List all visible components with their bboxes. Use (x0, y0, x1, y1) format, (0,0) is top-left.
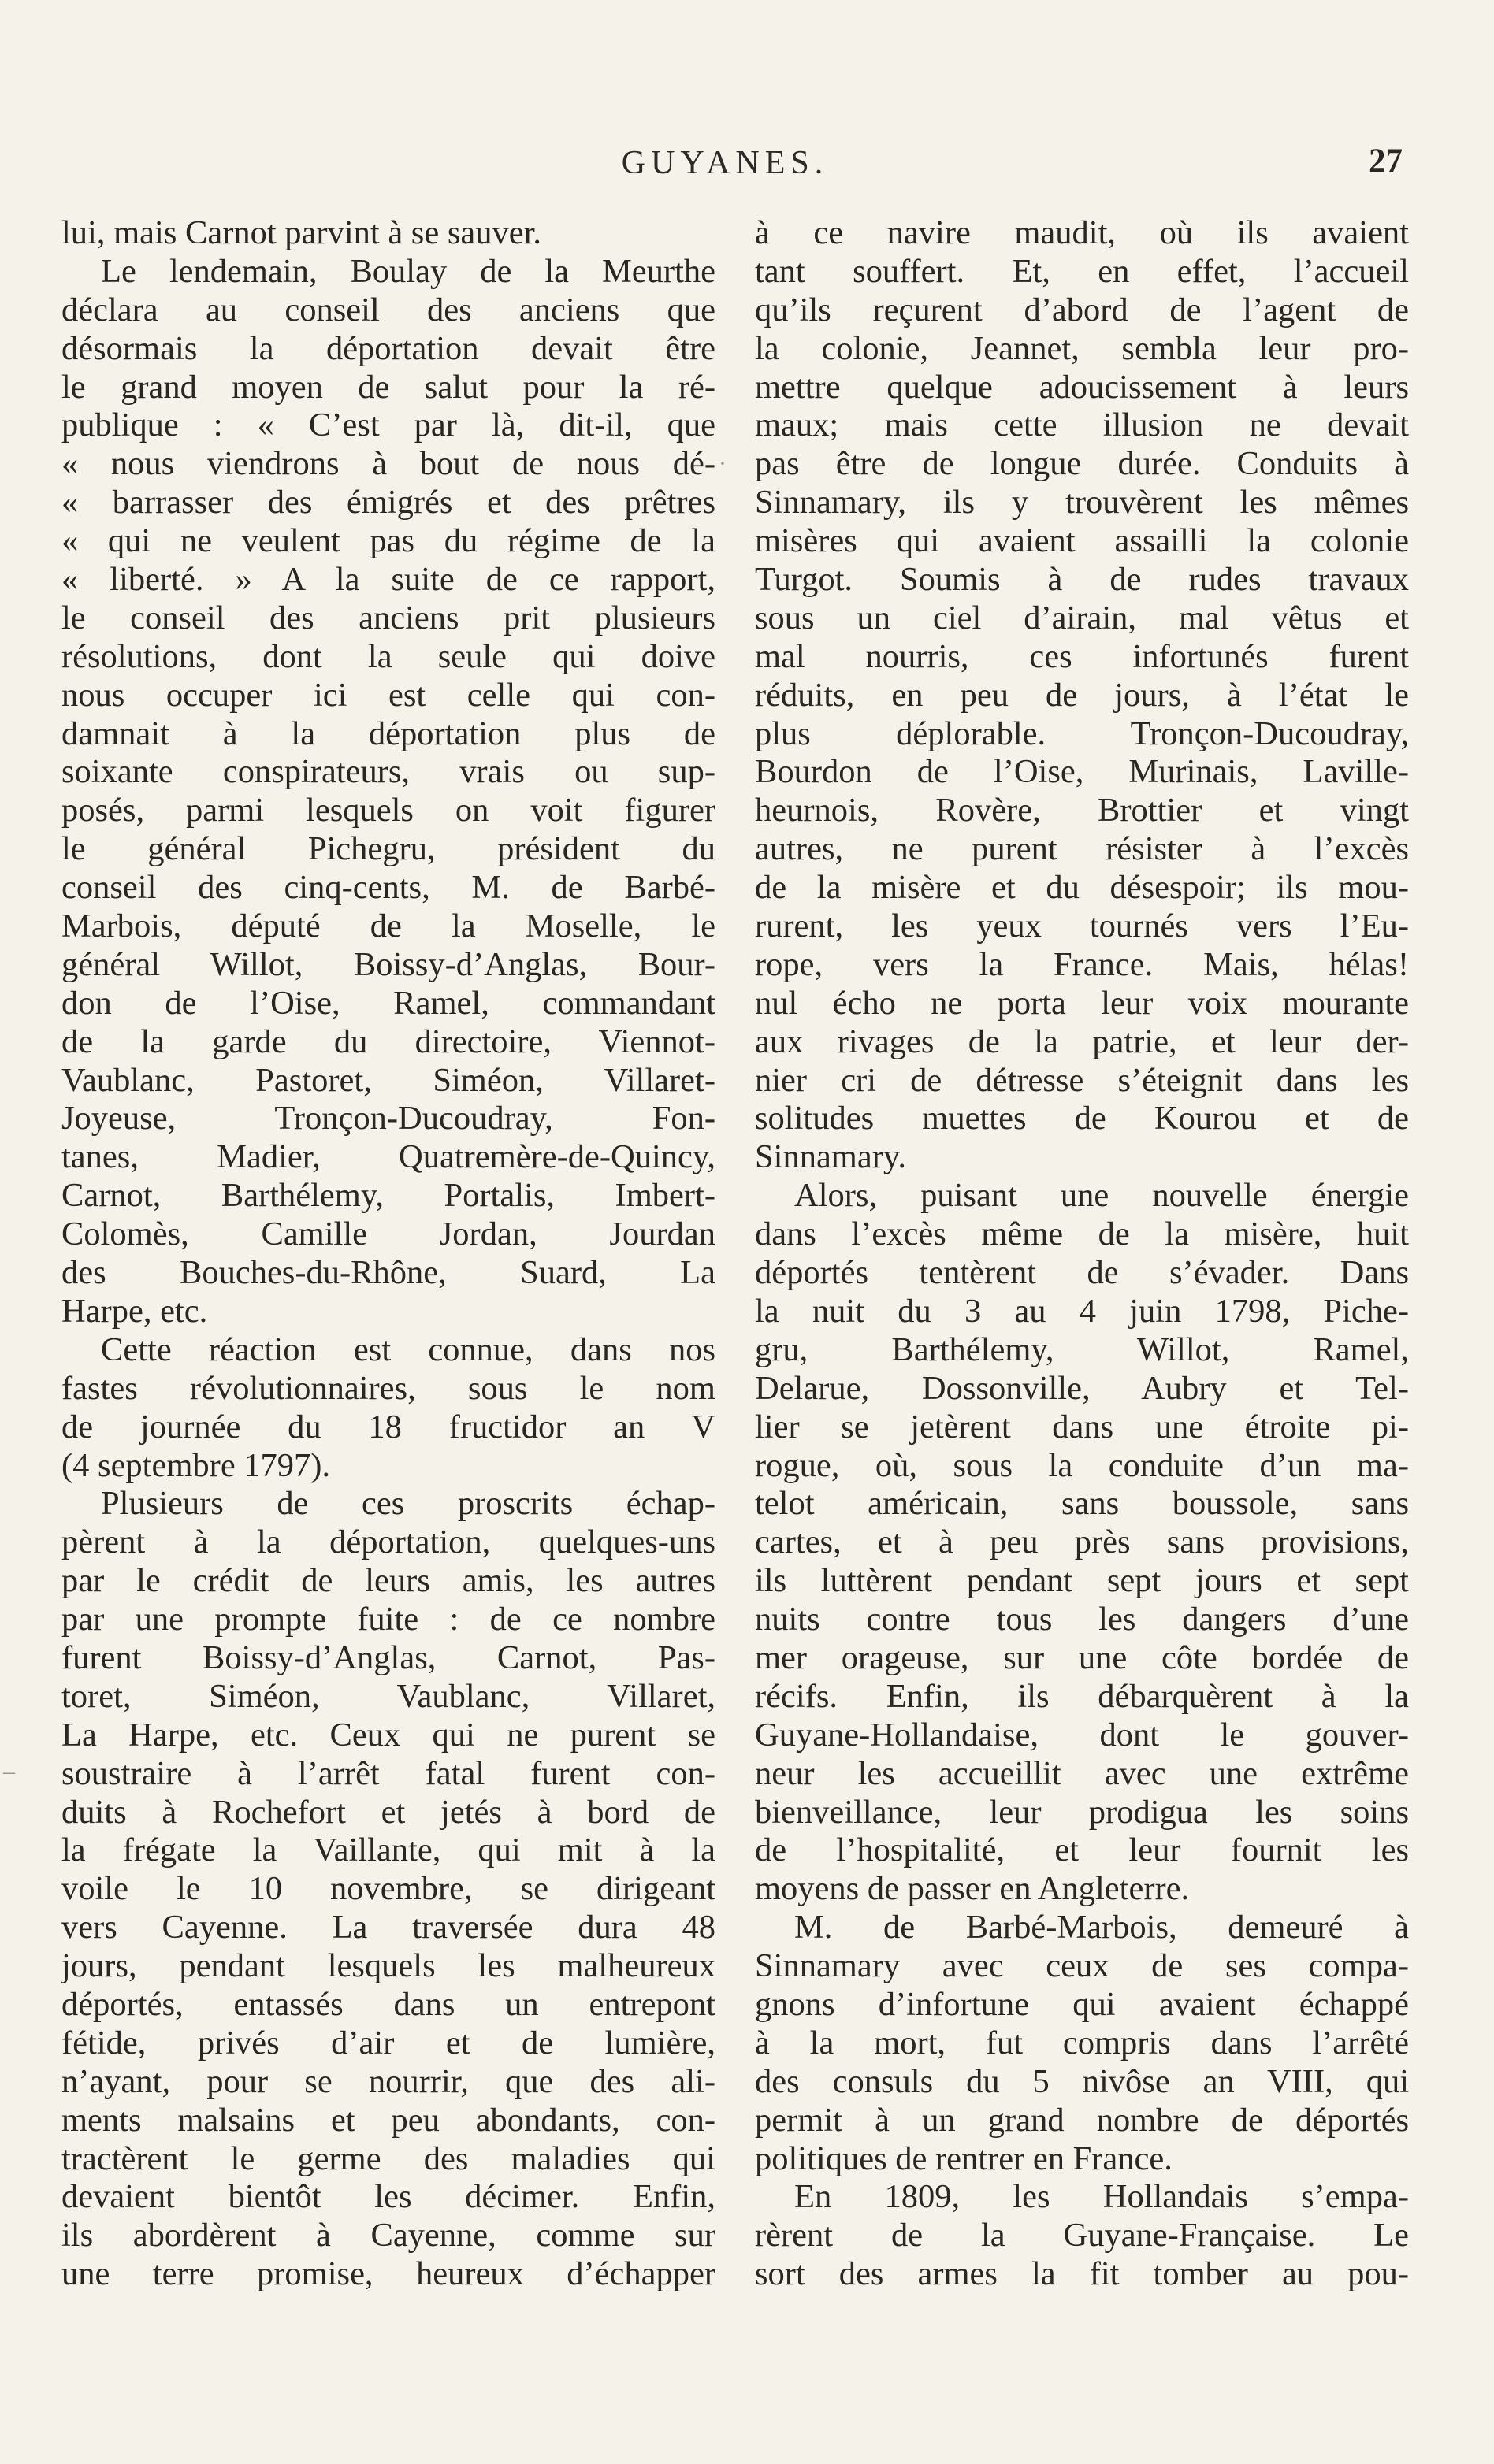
text-line: furent Boissy-d’Anglas, Carnot, Pas- (61, 1638, 715, 1676)
text-line: Joyeuse, Tronçon-Ducoudray, Fon- (61, 1100, 715, 1137)
text-line: « nous viendrons à bout de nous dé- (61, 445, 715, 483)
left-text-column (61, 214, 715, 2294)
text-line: Colomès, Camille Jordan, Jourdan (61, 1215, 715, 1253)
text-line: de journée du 18 fructidor an V (61, 1408, 715, 1445)
text-line: Harpe, etc. (61, 1292, 208, 1330)
text-line: désormais la déportation devait être (61, 329, 715, 367)
text-line: heurnois, Rovère, Brottier et vingt (755, 792, 1409, 829)
text-line: le général Pichegru, président du (61, 830, 715, 868)
text-line: « liberté. » A la suite de ce rapport, (61, 561, 715, 599)
text-line: le conseil des anciens prit plusieurs (61, 599, 715, 636)
text-line: déportés tentèrent de s’évader. Dans (755, 1254, 1409, 1292)
text-line: fétide, privés d’air et de lumière, (61, 2024, 715, 2061)
text-line: Cette réaction est connue, dans nos (101, 1330, 715, 1368)
text-line: toret, Siméon, Vaublanc, Villaret, (61, 1677, 715, 1715)
text-line: de la garde du directoire, Viennot- (61, 1022, 715, 1060)
text-line: gru, Barthélemy, Willot, Ramel, (755, 1330, 1409, 1368)
text-line: conseil des cinq-cents, M. de Barbé- (61, 869, 715, 907)
text-line: duits à Rochefort et jetés à bord de (61, 1793, 715, 1831)
text-line: rèrent de la Guyane-Française. Le (755, 2217, 1409, 2254)
text-line: n’ayant, pour se nourrir, que des ali- (61, 2062, 715, 2100)
text-line: plus déplorable. Tronçon-Ducoudray, (755, 714, 1409, 752)
text-line: aux rivages de la patrie, et leur der- (755, 1022, 1409, 1060)
text-line: lier se jetèrent dans une étroite pi- (755, 1408, 1409, 1445)
text-line: autres, ne purent résister à l’excès (755, 830, 1409, 868)
text-line: ments malsains et peu abondants, con- (61, 2101, 715, 2139)
text-line: tanes, Madier, Quatremère-de-Quincy, (61, 1138, 715, 1176)
text-line: « barrasser des émigrés et des prêtres (61, 484, 715, 521)
text-line: nuits contre tous les dangers d’une (755, 1601, 1409, 1638)
text-line: fastes révolutionnaires, sous le nom (61, 1369, 715, 1407)
text-line: soustraire à l’arrêt fatal furent con- (61, 1754, 715, 1792)
text-line: déclara au conseil des anciens que (61, 291, 715, 328)
margin-dash-mark: – (3, 1758, 15, 1784)
text-line: Le lendemain, Boulay de la Meurthe (101, 252, 715, 290)
text-line: cartes, et à peu près sans provisions, (755, 1523, 1409, 1561)
text-line: sort des armes la fit tomber au pou- (755, 2255, 1409, 2293)
text-line: « qui ne veulent pas du régime de la (61, 522, 715, 560)
text-line: moyens de passer en Angleterre. (755, 1870, 1190, 1908)
text-line: une terre promise, heureux d’échapper (61, 2255, 715, 2293)
text-line: Delarue, Dossonville, Aubry et Tel- (755, 1369, 1409, 1407)
text-line: de la misère et du désespoir; ils mou- (755, 869, 1409, 907)
text-line: récifs. Enfin, ils débarquèrent à la (755, 1677, 1409, 1715)
text-line: Carnot, Barthélemy, Portalis, Imbert- (61, 1177, 715, 1215)
text-line: ils abordèrent à Cayenne, comme sur (61, 2217, 715, 2254)
text-line: de l’hospitalité, et leur fournit les (755, 1831, 1409, 1869)
text-line: Sinnamary. (755, 1138, 906, 1176)
text-line: permit à un grand nombre de déportés (755, 2101, 1409, 2139)
text-line: à ce navire maudit, où ils avaient (755, 214, 1409, 251)
text-line: (4 septembre 1797). (61, 1446, 331, 1484)
text-line: tractèrent le germe des maladies qui (61, 2139, 715, 2177)
text-line: par une prompte fuite : de ce nombre (61, 1601, 715, 1638)
text-line: vers Cayenne. La traversée dura 48 (61, 1909, 715, 1946)
text-line: neur les accueillit avec une extrême (755, 1754, 1409, 1792)
right-text-column (755, 214, 1409, 2294)
text-line: rurent, les yeux tournés vers l’Eu- (755, 907, 1409, 945)
text-line: M. de Barbé-Marbois, demeuré à (794, 1909, 1409, 1946)
text-line: qu’ils reçurent d’abord de l’agent de (755, 291, 1409, 328)
text-line: résolutions, dont la seule qui doive (61, 637, 715, 675)
text-line: solitudes muettes de Kourou et de (755, 1100, 1409, 1137)
text-line: La Harpe, etc. Ceux qui ne purent se (61, 1716, 715, 1753)
text-line: pèrent à la déportation, quelques-uns (61, 1523, 715, 1561)
text-line: mer orageuse, sur une côte bordée de (755, 1638, 1409, 1676)
text-line: par le crédit de leurs amis, les autres (61, 1562, 715, 1600)
text-line: la frégate la Vaillante, qui mit à la (61, 1831, 715, 1869)
text-line: nous occuper ici est celle qui con- (61, 676, 715, 714)
text-line: des consuls du 5 nivôse an VIII, qui (755, 2062, 1409, 2100)
text-line: Turgot. Soumis à de rudes travaux (755, 561, 1409, 599)
margin-tick-mark: · (719, 451, 727, 477)
text-line: à la mort, fut compris dans l’arrêté (755, 2024, 1409, 2061)
text-line: politiques de rentrer en France. (755, 2139, 1173, 2177)
text-line: devaient bientôt les décimer. Enfin, (61, 2178, 715, 2216)
text-line: Guyane-Hollandaise, dont le gouver- (755, 1716, 1409, 1753)
text-line: pas être de longue durée. Conduits à (755, 445, 1409, 483)
text-line: nier cri de détresse s’éteignit dans les (755, 1061, 1409, 1099)
text-line: Plusieurs de ces proscrits échap- (101, 1485, 715, 1523)
text-line: déportés, entassés dans un entrepont (61, 1985, 715, 2023)
text-line: gnons d’infortune qui avaient échappé (755, 1985, 1409, 2023)
text-line: lui, mais Carnot parvint à se sauver. (61, 214, 542, 251)
text-line: Sinnamary avec ceux de ses compa- (755, 1947, 1409, 1985)
text-line: misères qui avaient assailli la colonie (755, 522, 1409, 560)
text-line: la colonie, Jeannet, sembla leur pro- (755, 329, 1409, 367)
text-line: telot américain, sans boussole, sans (755, 1485, 1409, 1523)
text-line: rope, vers la France. Mais, hélas! (755, 945, 1409, 983)
text-line: Alors, puisant une nouvelle énergie (794, 1177, 1409, 1215)
text-line: rogue, où, sous la conduite d’un ma- (755, 1446, 1409, 1484)
text-line: don de l’Oise, Ramel, commandant (61, 984, 715, 1022)
text-line: jours, pendant lesquels les malheureux (61, 1947, 715, 1985)
text-line: le grand moyen de salut pour la ré- (61, 368, 715, 406)
text-line: tant souffert. Et, en effet, l’accueil (755, 252, 1409, 290)
text-line: voile le 10 novembre, se dirigeant (61, 1870, 715, 1908)
text-line: Bourdon de l’Oise, Murinais, Laville- (755, 753, 1409, 791)
text-line: soixante conspirateurs, vrais ou sup- (61, 753, 715, 791)
text-line: ils luttèrent pendant sept jours et sept (755, 1562, 1409, 1600)
text-line: général Willot, Boissy-d’Anglas, Bour- (61, 945, 715, 983)
text-line: Sinnamary, ils y trouvèrent les mêmes (755, 484, 1409, 521)
running-title: GUYANES. (621, 145, 829, 181)
text-line: sous un ciel d’airain, mal vêtus et (755, 599, 1409, 636)
text-line: Marbois, député de la Moselle, le (61, 907, 715, 945)
text-line: publique : « C’est par là, dit-il, que (61, 406, 715, 444)
text-line: la nuit du 3 au 4 juin 1798, Piche- (755, 1292, 1409, 1330)
text-line: dans l’excès même de la misère, huit (755, 1215, 1409, 1253)
text-line: mal nourris, ces infortunés furent (755, 637, 1409, 675)
text-line: En 1809, les Hollandais s’empa- (794, 2178, 1409, 2216)
page-number: 27 (1369, 143, 1403, 180)
text-line: maux; mais cette illusion ne devait (755, 406, 1409, 444)
text-line: Vaublanc, Pastoret, Siméon, Villaret- (61, 1061, 715, 1099)
text-line: damnait à la déportation plus de (61, 714, 715, 752)
text-line: des Bouches-du-Rhône, Suard, La (61, 1254, 715, 1292)
text-line: réduits, en peu de jours, à l’état le (755, 676, 1409, 714)
text-line: posés, parmi lesquels on voit figurer (61, 792, 715, 829)
text-line: mettre quelque adoucissement à leurs (755, 368, 1409, 406)
text-line: nul écho ne porta leur voix mourante (755, 984, 1409, 1022)
text-line: bienveillance, leur prodigua les soins (755, 1793, 1409, 1831)
